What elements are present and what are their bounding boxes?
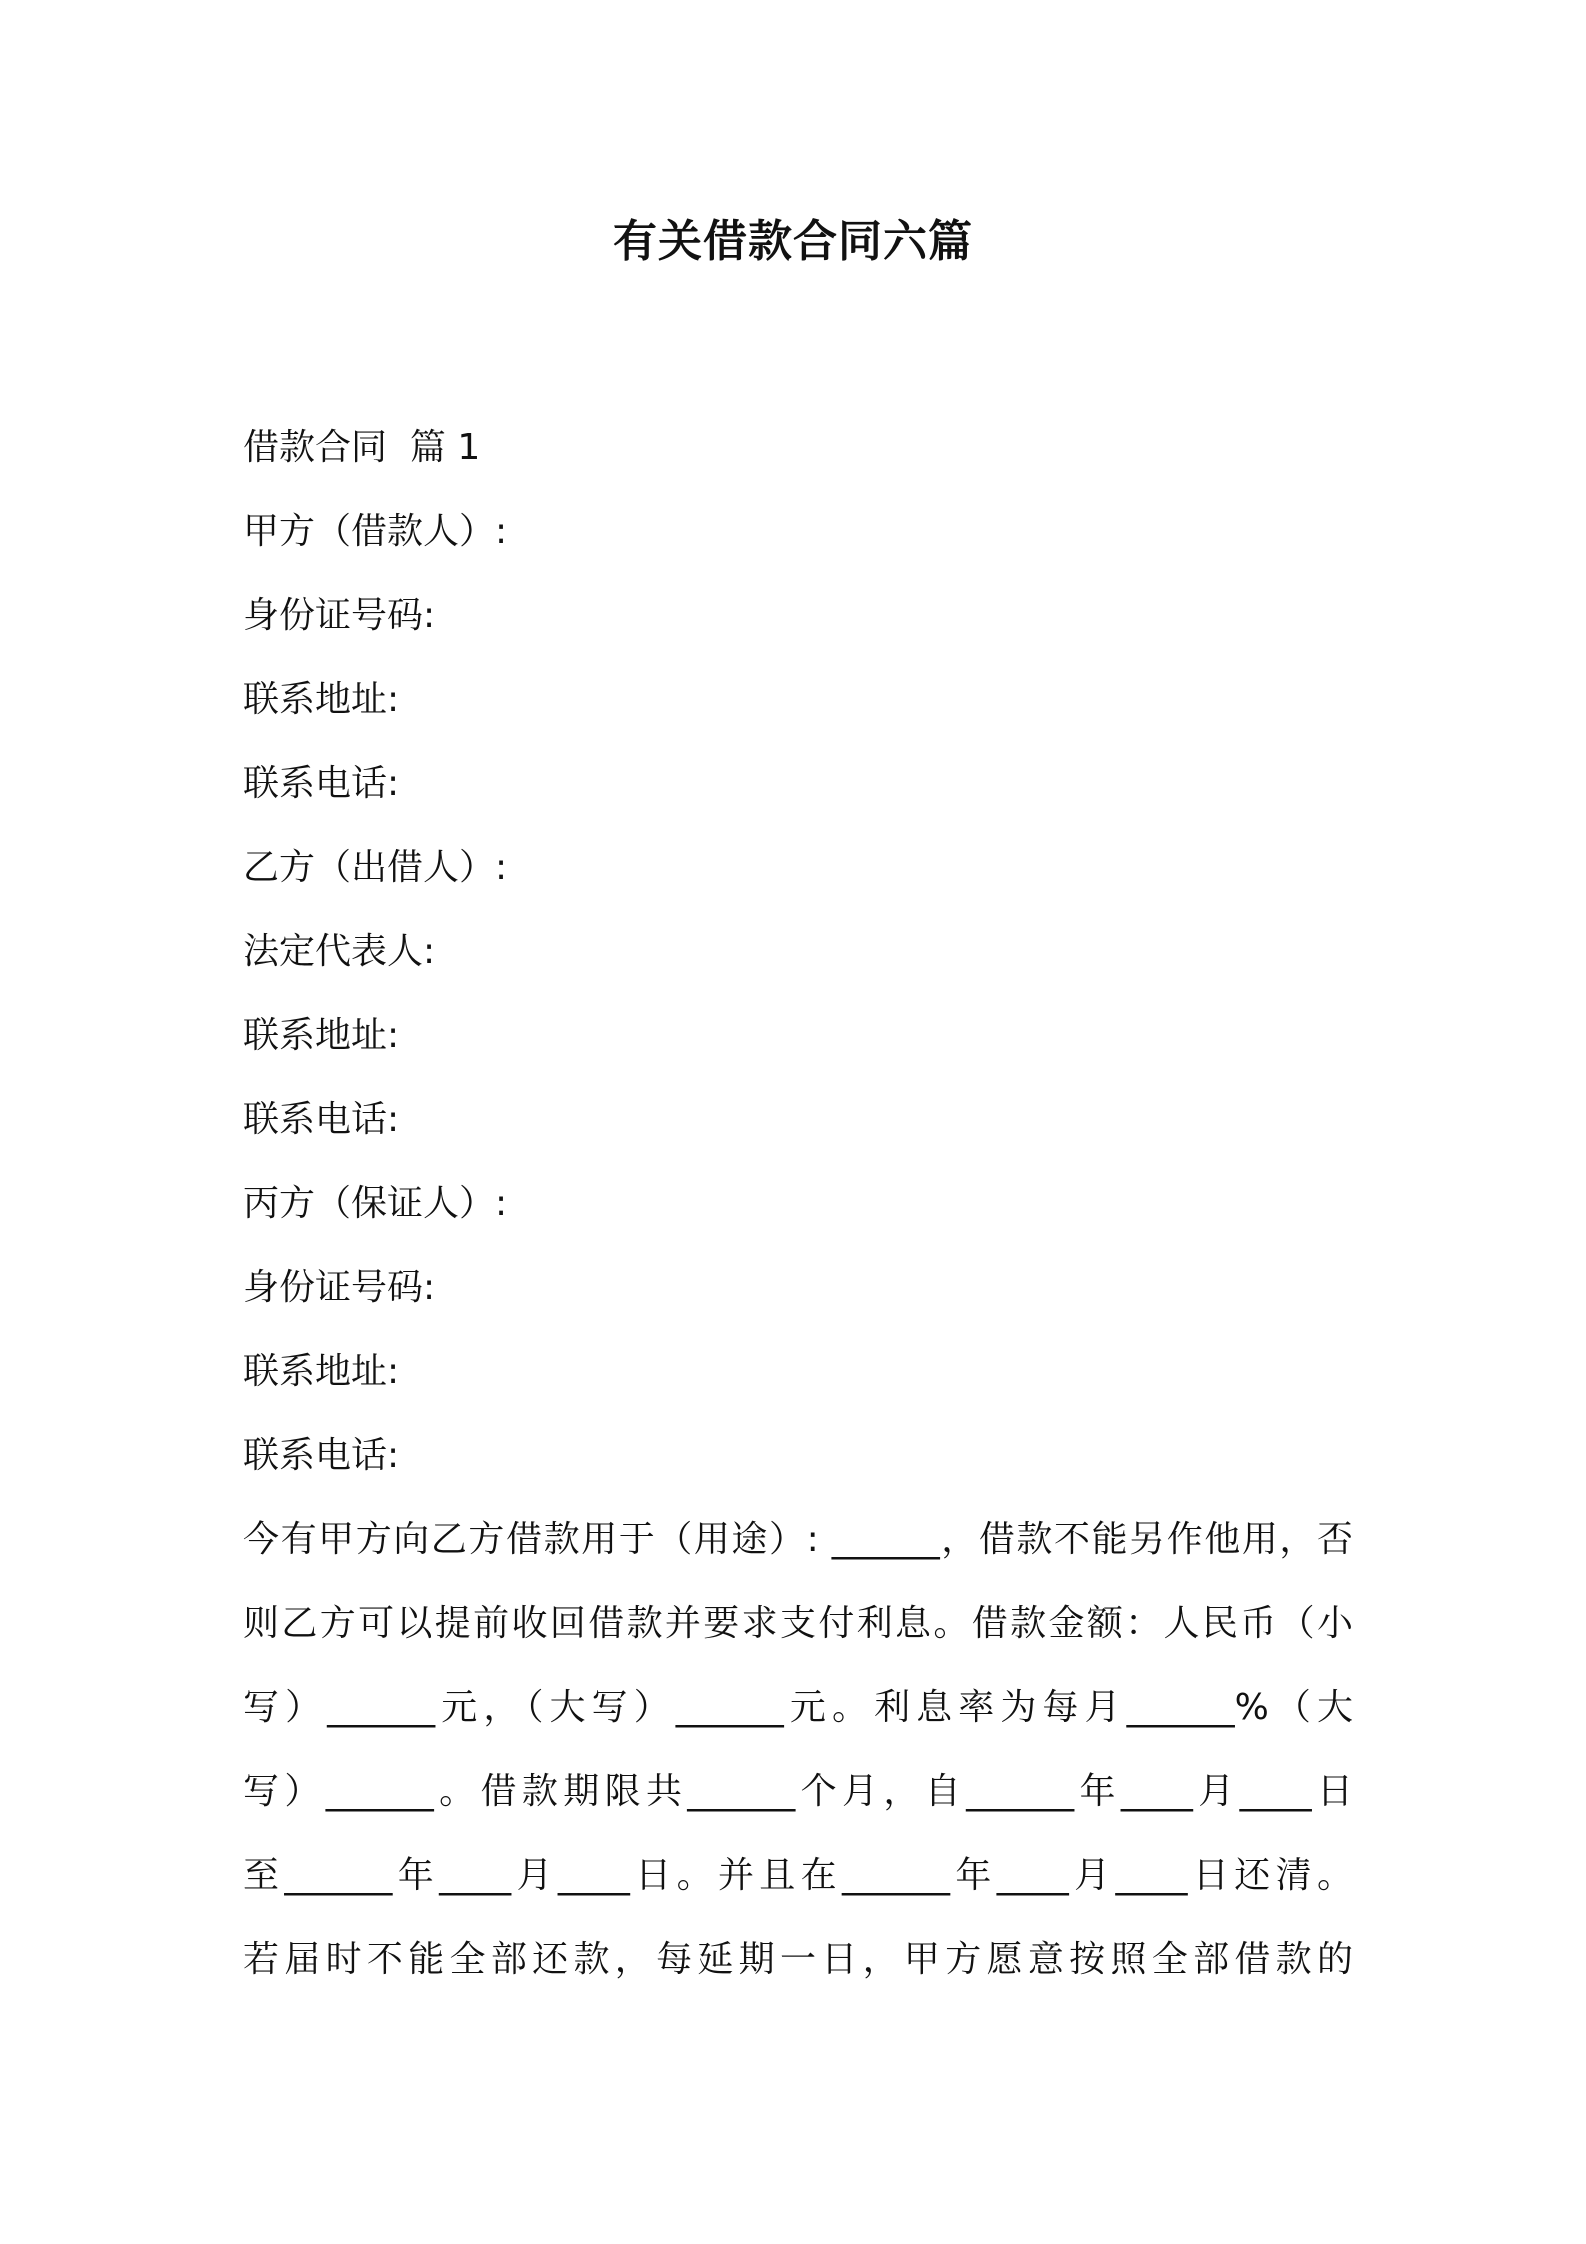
paragraph-line: 写）______。借款期限共______个月，自______年____月____日: [243, 1771, 1353, 1812]
paragraph-line: 则乙方可以提前收回借款并要求支付利息。借款金额：人民币（小: [243, 1603, 1353, 1644]
field-guarantor: 丙方（保证人）:: [243, 1183, 508, 1224]
field-guarantor-address: 联系地址:: [243, 1351, 400, 1392]
field-lender: 乙方（出借人）:: [243, 847, 508, 888]
field-guarantor-id: 身份证号码:: [243, 1267, 436, 1308]
document-body: [243, 406, 1353, 2002]
paragraph-line: 今有甲方向乙方借款用于（用途）: ______，借款不能另作他用，否: [243, 1519, 1353, 1560]
loan-terms-paragraph: [243, 1498, 1353, 2002]
paragraph-line: 写）______元，（大写）______元。利息率为每月______%（大: [243, 1687, 1353, 1728]
field-lender-legal-rep: 法定代表人:: [243, 931, 436, 972]
section-heading: 借款合同 篇 1: [243, 427, 481, 468]
field-guarantor-phone: 联系电话:: [243, 1435, 400, 1476]
field-lender-address: 联系地址:: [243, 1015, 400, 1056]
field-borrower-phone: 联系电话:: [243, 763, 400, 804]
document-title: 有关借款合同六篇: [613, 216, 973, 267]
field-borrower-address: 联系地址:: [243, 679, 400, 720]
paragraph-line: 若届时不能全部还款，每延期一日，甲方愿意按照全部借款的: [243, 1939, 1353, 1980]
field-borrower-id: 身份证号码:: [243, 595, 436, 636]
paragraph-line: 至______年____月____日。并且在______年____月____日还清。: [243, 1855, 1353, 1896]
field-borrower: 甲方（借款人）:: [243, 511, 508, 552]
field-lender-phone: 联系电话:: [243, 1099, 400, 1140]
